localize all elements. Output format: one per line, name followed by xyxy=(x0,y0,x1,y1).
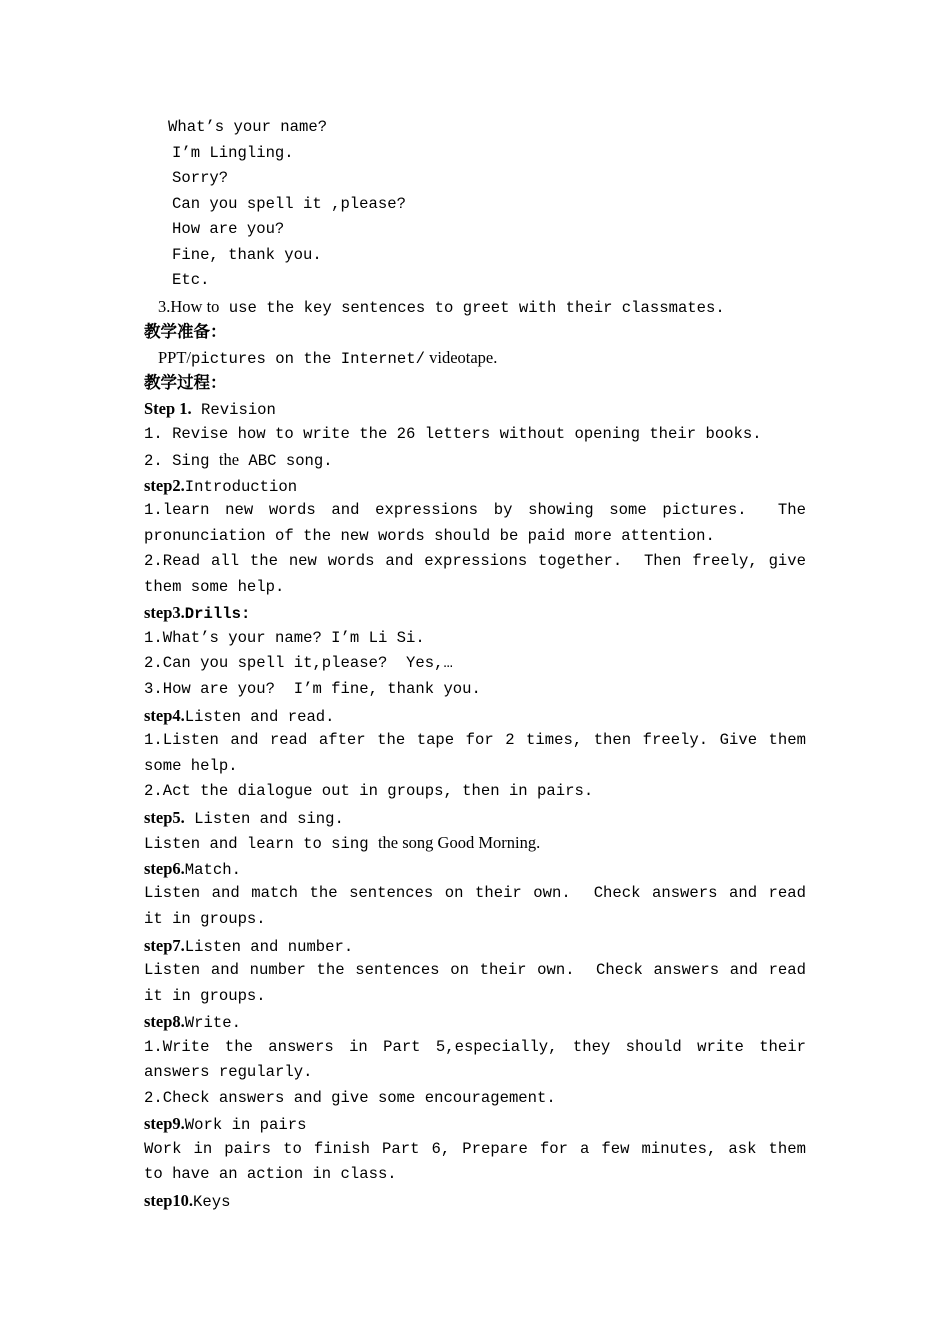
objective-sentence: Sorry? xyxy=(172,169,229,188)
objective-sentence: I’m Lingling. xyxy=(172,143,294,162)
process-heading: 教学过程： xyxy=(144,373,227,393)
step-heading xyxy=(144,1111,806,1137)
step-heading xyxy=(144,856,806,882)
step-title: Keys xyxy=(193,1192,231,1211)
step-label: step9. xyxy=(144,1114,185,1134)
step-label: step3. xyxy=(144,603,185,623)
paragraph-line: 1.Write the answers in Part 5,especially, they should write their xyxy=(144,1037,806,1056)
step-title: Listen and read. xyxy=(184,707,335,726)
step-item: 2.Can you spell it,please? Yes,… xyxy=(144,654,453,673)
paragraph-line: it in groups. xyxy=(144,986,266,1005)
paragraph-line: them some help. xyxy=(144,577,285,596)
step-title: Listen and number. xyxy=(184,937,354,956)
paragraph-line: 1.learn new words and expressions by showing some pictures. The xyxy=(144,501,806,520)
step-title: Listen and sing. xyxy=(184,809,344,828)
lesson-plan-page xyxy=(144,115,806,1214)
step-item: 2.Check answers and give some encouragement. xyxy=(144,1088,556,1107)
step-label: Step 1. xyxy=(144,399,192,419)
step-heading xyxy=(144,600,806,626)
paragraph-line: Listen and number the sentences on their own. Check answers and read xyxy=(144,961,806,980)
paragraph-line: Work in pairs to finish Part 6, Prepare for a few minutes, ask them xyxy=(144,1139,806,1158)
preparation-heading: 教学准备： xyxy=(144,322,227,342)
paragraph-line: it in groups. xyxy=(144,909,266,928)
step-label: step2. xyxy=(144,475,185,495)
step-item-text: 2. Sing xyxy=(144,452,219,471)
step-heading xyxy=(144,473,806,499)
step-item: 3.How are you? I’m fine, thank you. xyxy=(144,680,481,699)
paragraph-line: 1.Listen and read after the tape for 2 times, then freely. Give them xyxy=(144,731,806,750)
paragraph-line: Listen and match the sentences on their own. Check answers and read xyxy=(144,884,806,903)
step-title: Revision xyxy=(191,401,276,420)
step-item: 1. Revise how to write the 26 letters without opening their books. xyxy=(144,424,762,443)
step-item xyxy=(144,830,806,856)
preparation-materials xyxy=(144,345,806,371)
step-label: step4. xyxy=(144,705,185,725)
step-title: Write. xyxy=(184,1014,241,1033)
step-item-text: ABC song. xyxy=(239,452,333,471)
paragraph-line: to have an action in class. xyxy=(144,1165,397,1184)
step-heading xyxy=(144,1009,806,1035)
paragraph-line: pronunciation of the new words should be paid more attention. xyxy=(144,526,715,545)
step-heading xyxy=(144,933,806,959)
step-item-text: the xyxy=(218,450,240,470)
preparation-tail: videotape. xyxy=(424,347,498,367)
step-item: 2.Act the dialogue out in groups, then in pairs. xyxy=(144,782,594,801)
song-title: the song Good Morning. xyxy=(377,833,541,853)
step-label: step7. xyxy=(144,935,185,955)
objective-sentence: Fine, thank you. xyxy=(172,245,322,264)
objective-sentence: Can you spell it ,please? xyxy=(172,194,406,213)
preparation-lead: PPT/ xyxy=(158,347,192,367)
objective-sentence: Etc. xyxy=(172,271,210,290)
step-heading xyxy=(144,703,806,729)
preparation-middle: pictures on the Internet/ xyxy=(191,349,425,368)
step-label: step8. xyxy=(144,1012,185,1032)
objective-sentence: What’s your name? xyxy=(168,118,328,136)
step-title: Work in pairs xyxy=(184,1116,307,1135)
paragraph-line: answers regularly. xyxy=(144,1063,313,1082)
step-item: 1.What’s your name? I’m Li Si. xyxy=(144,628,425,647)
paragraph-line: 2.Read all the new words and expressions together. Then freely, give xyxy=(144,552,806,571)
step-label: step10. xyxy=(144,1190,194,1210)
step-label: step5. xyxy=(144,807,185,827)
step-heading xyxy=(144,396,806,422)
paragraph-line: some help. xyxy=(144,756,238,775)
step-title: Introduction xyxy=(184,477,298,496)
objective-item-3 xyxy=(144,294,806,320)
objective-item-3-lead: 3.How to xyxy=(158,296,220,316)
objective-item-3-text: use the key sentences to greet with their classmates. xyxy=(219,298,725,317)
step-item xyxy=(144,447,806,473)
step-title: Match. xyxy=(184,860,241,879)
step-heading xyxy=(144,805,806,831)
step-heading xyxy=(144,1188,806,1214)
step-title: Drills: xyxy=(184,605,251,624)
objective-sentence: How are you? xyxy=(172,220,285,239)
step-item-text: Listen and learn to sing xyxy=(144,835,378,854)
step-label: step6. xyxy=(144,858,185,878)
